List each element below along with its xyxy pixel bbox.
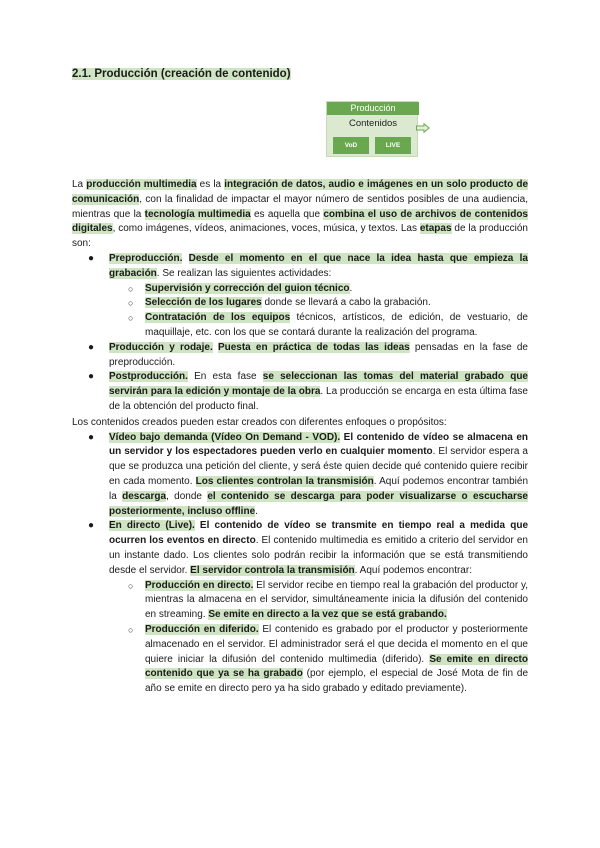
preproduction-sublist [109, 282, 528, 341]
list-item: ○ Selección de los lugares donde se llevará a cabo la grabación. [72, 296, 528, 311]
diagram-contents-label: Contenidos [348, 118, 398, 129]
section-heading: 2.1. Producción (creación de contenido) [72, 68, 291, 80]
bullet-icon: ● [88, 341, 95, 353]
list-item-production: ● Producción y rodaje. Puesta en práctica de todas las ideas pensadas en la fase de preproducción. [88, 341, 528, 368]
stages-list [72, 252, 528, 415]
diagram-title: Producción [327, 102, 419, 115]
intro-paragraph: La producción multimedia es la integración de datos, audio e imágenes en un solo producto de comunicación, con la finalidad de impactar el mayor número de sentidos posibles de una audiencia, mientras que la tecnología multimedia es aquella que combina el uso de archivos de contenidos digitales, como imágenes, vídeos, animaciones, voces, música, y textos. Las etapas de la producción son: [72, 179, 529, 250]
diagram-vod-box: VoD [333, 137, 369, 154]
bullet-icon: ● [88, 371, 95, 383]
list-item-postproduction: ● Postproducción. En esta fase se seleccionan las tomas del material grabado que servirán para la edición y montaje de la obra. La producción se encarga en esta última fase de la obtención del producto final. [88, 371, 528, 412]
circle-bullet-icon: ○ [128, 624, 134, 635]
list-item-live: ● En directo (Live). El contenido de vídeo se transmite en tiempo real a medida que ocurren los eventos en directo. El contenido multimedia es emitido a criterio del servidor en un instante dado. Los clientes solo podrán recibir la información que se está transmitiendo desde el servidor. El servidor controla la transmisión. Aquí podemos encontrar: ○ Producción en directo. El servidor recibe en tiempo real la grabación del productor y, mientras la almacena en el servidor, simultáneamente inicia la difusión del contenido en streaming. Se emite en directo a la vez que se está grabando. ○ Producción en diferido. El contenido es grabado por el productor y posteriormente almacenado en el servidor. El administrador será el que decida el momento en el que quiere iniciar la difusión del contenido multimedia (diferido). Se emite en directo contenido que ya se ha grabado (por ejemplo, el especial de José Mota de fin de año se emite en directo pero ya ha sido grabado y editado previamente). [72, 519, 528, 697]
list-item: ○ Supervisión y corrección del guion técnico. [72, 282, 528, 297]
body-text [72, 178, 528, 697]
contents-list [72, 431, 528, 697]
list-item-preproduction: ● Preproducción. Desde el momento en el que nace la idea hasta que empieza la grabación. Se realizan las siguientes actividades: ○ Supervisión y corrección del guion técnico. ○ Selección de los lugares donde se llevará a cabo la grabación. ○ Contratación de los equipos técnicos, artísticos, de edición, de vestuario, de maquillaje, etc. con los que se contará durante la realización del programa. [72, 252, 528, 341]
circle-bullet-icon: ○ [128, 313, 134, 324]
list-item-live-production: ○ Producción en directo. El servidor recibe en tiempo real la grabación del productor y, mientras la almacena en el servidor, simultáneamente inicia la difusión del contenido en streaming. Se emite en directo a la vez que se está grabando. [128, 579, 528, 621]
bullet-icon: ● [88, 252, 95, 264]
bullet-icon: ● [88, 520, 95, 532]
diagram-box [326, 101, 418, 157]
diagram-live-box: LIVE [375, 137, 411, 154]
contents-intro: Los contenidos creados pueden estar creados con diferentes enfoques o propósitos: [72, 416, 447, 428]
bullet-icon: ● [88, 431, 95, 443]
production-diagram [326, 101, 432, 157]
arrow-right-icon [416, 123, 430, 133]
list-item-vod: ● Vídeo bajo demanda (Vídeo On Demand - VOD). El contenido de vídeo se almacena en un servidor y los espectadores pueden verlo en cualquier momento. El servidor espera a que se produzca una petición del cliente, y será éste quien decide qué contenido quiere recibir en cada momento. Los clientes controlan la transmisión. Aquí podemos encontrar también la descarga, donde el contenido se descarga para poder visualizarse o escucharse posteriormente, incluso offline. [88, 431, 529, 517]
list-item-deferred-production: ○ Producción en diferido. El contenido es grabado por el productor y posteriormente almacenado en el servidor. El administrador será el que decida el momento en el que quiere iniciar la difusión del contenido multimedia (diferido). Se emite en directo contenido que ya se ha grabado (por ejemplo, el especial de José Mota de fin de año se emite en directo pero ya ha sido grabado y editado previamente). [128, 623, 529, 695]
circle-bullet-icon: ○ [128, 283, 134, 294]
live-sublist [109, 579, 528, 697]
circle-bullet-icon: ○ [128, 298, 134, 309]
circle-bullet-icon: ○ [128, 580, 134, 591]
list-item: ○ Contratación de los equipos técnicos, artísticos, de edición, de vestuario, de maquillaje, etc. con los que se contará durante la realización del programa. [128, 312, 528, 338]
